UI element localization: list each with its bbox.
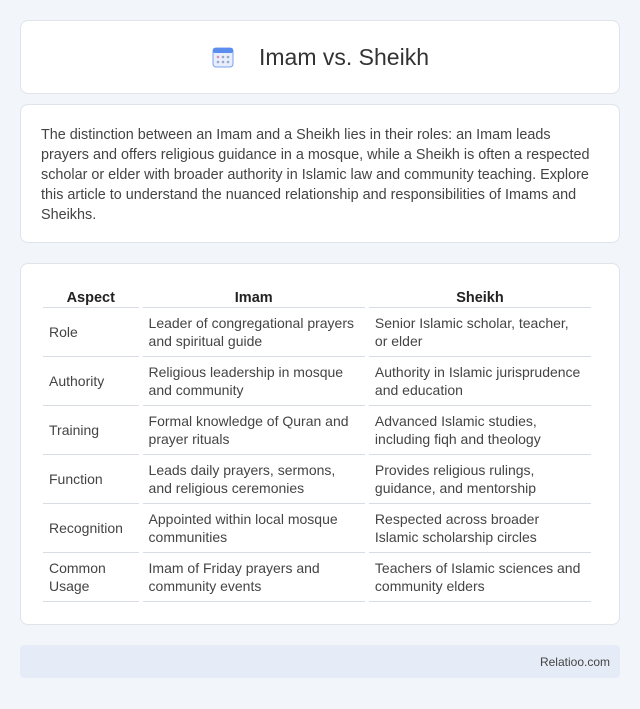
table-row [43,406,591,455]
cell-imam: Leader of congregational prayers and spiritual guide [143,308,365,357]
header-aspect: Aspect [43,286,139,308]
table-row [43,553,591,602]
cell-sheikh: Advanced Islamic studies, including fiqh and theology [369,406,591,455]
table-row [43,504,591,553]
table-row [43,357,591,406]
table-row [43,455,591,504]
cell-sheikh: Senior Islamic scholar, teacher, or elder [369,308,591,357]
cell-aspect: Common Usage [43,553,139,602]
cell-imam: Religious leadership in mosque and community [143,357,365,406]
cell-imam: Imam of Friday prayers and community events [143,553,365,602]
cell-aspect: Training [43,406,139,455]
cell-sheikh: Authority in Islamic jurisprudence and education [369,357,591,406]
cell-sheikh: Provides religious rulings, guidance, and mentorship [369,455,591,504]
comparison-card [20,263,620,625]
header-imam: Imam [143,286,365,308]
footer-site-link[interactable]: Relatioo.com [539,654,610,669]
cell-sheikh: Teachers of Islamic sciences and community elders [369,553,591,602]
cell-imam: Appointed within local mosque communities [143,504,365,553]
cell-aspect: Role [43,308,139,357]
cell-aspect: Recognition [43,504,139,553]
cell-aspect: Function [43,455,139,504]
footer [20,645,620,678]
table-header-row [43,286,591,308]
cell-imam: Leads daily prayers, sermons, and religious ceremonies [143,455,365,504]
intro-text: The distinction between an Imam and a Sheikh lies in their roles: an Imam leads prayers and offers religious guidance in a mosque, while a Sheikh is often a respected scholar or elder with broader authority in Islamic law and community teaching. Explore this article to understand the nuanced relationship and responsibilities of Imams and Sheikhs. [41,127,590,223]
intro-card [20,104,620,243]
calendar-icon [211,45,235,69]
title-card [20,20,620,94]
page-title: Imam vs. Sheikh [259,43,429,70]
cell-aspect: Authority [43,357,139,406]
header-sheikh: Sheikh [369,286,591,308]
cell-imam: Formal knowledge of Quran and prayer rituals [143,406,365,455]
comparison-table [39,286,595,602]
table-row [43,308,591,357]
cell-sheikh: Respected across broader Islamic scholarship circles [369,504,591,553]
